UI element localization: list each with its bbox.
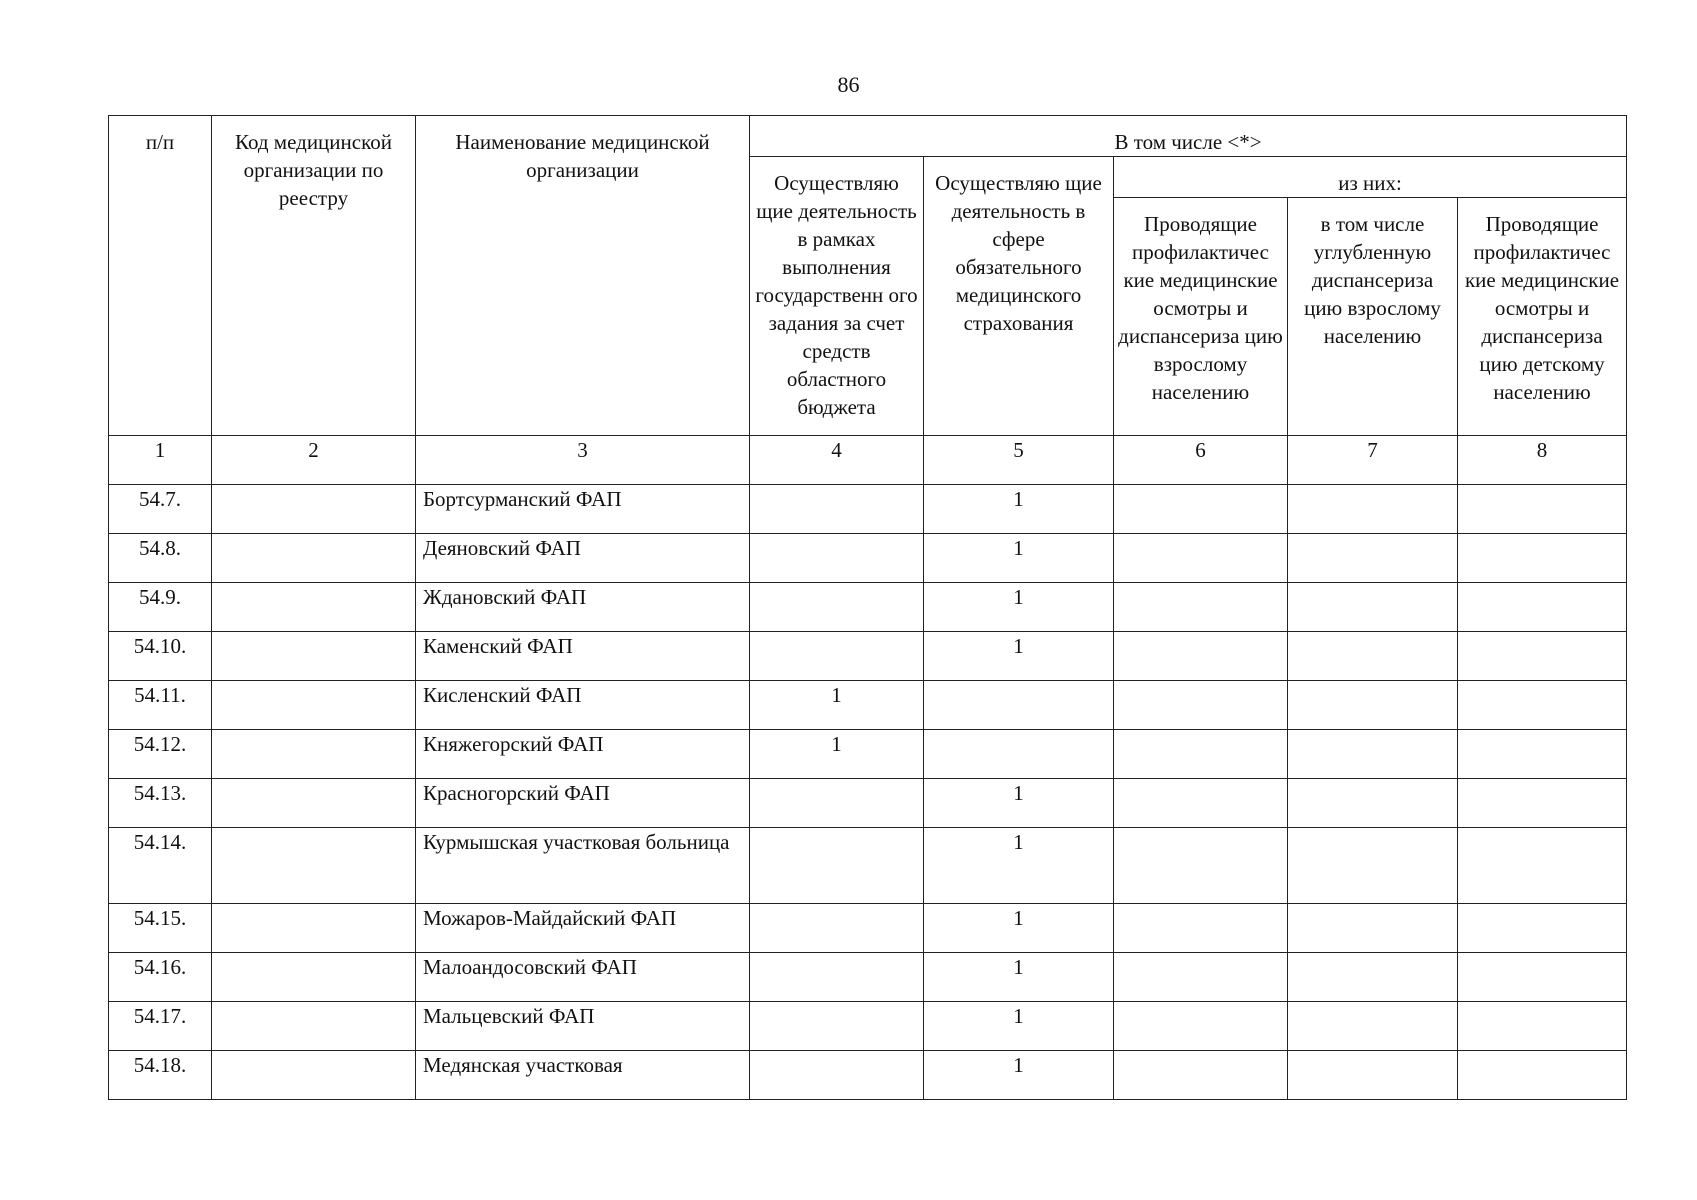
column-number: 7 [1288, 436, 1458, 485]
row-adult-prof [1114, 904, 1288, 953]
row-oms: 1 [924, 904, 1114, 953]
row-deep-disp [1288, 681, 1458, 730]
row-adult-prof [1114, 1051, 1288, 1100]
row-state-task [750, 534, 924, 583]
row-child-prof [1458, 779, 1627, 828]
table-row [109, 779, 1627, 828]
row-state-task [750, 632, 924, 681]
page-number: 86 [837, 72, 860, 97]
row-state-task: 1 [750, 730, 924, 779]
row-oms: 1 [924, 953, 1114, 1002]
column-number-row [109, 436, 1627, 485]
row-adult-prof [1114, 583, 1288, 632]
row-child-prof [1458, 534, 1627, 583]
row-deep-disp [1288, 1051, 1458, 1100]
row-adult-prof [1114, 534, 1288, 583]
row-org-name: Красногорский ФАП [416, 779, 750, 828]
row-code [212, 828, 416, 904]
row-child-prof [1458, 681, 1627, 730]
row-number: 54.9. [109, 583, 212, 632]
column-number: 8 [1458, 436, 1627, 485]
row-deep-disp [1288, 485, 1458, 534]
row-code [212, 1051, 416, 1100]
row-oms: 1 [924, 583, 1114, 632]
row-state-task [750, 779, 924, 828]
row-org-name: Курмышская участковая больница [416, 828, 750, 904]
row-child-prof [1458, 1002, 1627, 1051]
header-code: Код медицинской организации по реестру [212, 116, 416, 436]
table-row [109, 534, 1627, 583]
table-row [109, 953, 1627, 1002]
row-oms [924, 681, 1114, 730]
row-deep-disp [1288, 1002, 1458, 1051]
table-row [109, 1051, 1627, 1100]
table-row [109, 632, 1627, 681]
row-code [212, 681, 416, 730]
row-adult-prof [1114, 730, 1288, 779]
row-number: 54.15. [109, 904, 212, 953]
row-child-prof [1458, 904, 1627, 953]
table-body [109, 436, 1627, 1100]
table-header [109, 116, 1627, 436]
header-deep-disp: в том числе углубленную диспансериза цию взрослому населению [1288, 198, 1458, 436]
row-number: 54.10. [109, 632, 212, 681]
row-child-prof [1458, 1051, 1627, 1100]
column-number: 5 [924, 436, 1114, 485]
row-adult-prof [1114, 485, 1288, 534]
row-number: 54.17. [109, 1002, 212, 1051]
row-state-task [750, 485, 924, 534]
row-child-prof [1458, 632, 1627, 681]
row-org-name: Ждановский ФАП [416, 583, 750, 632]
row-number: 54.13. [109, 779, 212, 828]
row-adult-prof [1114, 681, 1288, 730]
header-group-including: В том числе <*> [750, 116, 1627, 157]
row-oms: 1 [924, 534, 1114, 583]
row-adult-prof [1114, 1002, 1288, 1051]
row-state-task [750, 1051, 924, 1100]
row-code [212, 730, 416, 779]
row-adult-prof [1114, 779, 1288, 828]
row-oms: 1 [924, 779, 1114, 828]
row-state-task [750, 904, 924, 953]
row-state-task [750, 583, 924, 632]
row-org-name: Малоандосовский ФАП [416, 953, 750, 1002]
row-code [212, 1002, 416, 1051]
row-org-name: Мальцевский ФАП [416, 1002, 750, 1051]
row-code [212, 583, 416, 632]
row-deep-disp [1288, 904, 1458, 953]
row-code [212, 779, 416, 828]
column-number: 2 [212, 436, 416, 485]
header-oms: Осуществляю щие деятельность в сфере обязательного медицинского страхования [924, 157, 1114, 436]
header-state-task: Осуществляю щие деятельность в рамках выполнения государственн ого задания за счет средств областного бюджета [750, 157, 924, 436]
table-row [109, 904, 1627, 953]
column-number: 1 [109, 436, 212, 485]
row-code [212, 953, 416, 1002]
row-number: 54.12. [109, 730, 212, 779]
row-state-task [750, 953, 924, 1002]
row-state-task [750, 1002, 924, 1051]
column-number: 4 [750, 436, 924, 485]
table-row [109, 485, 1627, 534]
row-state-task: 1 [750, 681, 924, 730]
row-adult-prof [1114, 953, 1288, 1002]
row-number: 54.16. [109, 953, 212, 1002]
row-org-name: Медянская участковая [416, 1051, 750, 1100]
header-pp: п/п [109, 116, 212, 436]
medical-organizations-table [108, 115, 1627, 1100]
table-row [109, 828, 1627, 904]
row-code [212, 632, 416, 681]
row-deep-disp [1288, 730, 1458, 779]
row-code [212, 534, 416, 583]
row-number: 54.11. [109, 681, 212, 730]
row-oms: 1 [924, 1002, 1114, 1051]
row-org-name: Деяновский ФАП [416, 534, 750, 583]
table-row [109, 1002, 1627, 1051]
row-child-prof [1458, 485, 1627, 534]
table-row [109, 681, 1627, 730]
row-deep-disp [1288, 828, 1458, 904]
row-number: 54.8. [109, 534, 212, 583]
row-child-prof [1458, 953, 1627, 1002]
row-oms: 1 [924, 485, 1114, 534]
row-oms: 1 [924, 632, 1114, 681]
header-name: Наименование медицинской организации [416, 116, 750, 436]
header-group-of-them: из них: [1114, 157, 1627, 198]
row-oms: 1 [924, 1051, 1114, 1100]
row-code [212, 485, 416, 534]
row-org-name: Княжегорский ФАП [416, 730, 750, 779]
row-deep-disp [1288, 779, 1458, 828]
row-state-task [750, 828, 924, 904]
row-deep-disp [1288, 534, 1458, 583]
row-adult-prof [1114, 828, 1288, 904]
row-deep-disp [1288, 632, 1458, 681]
row-org-name: Бортсурманский ФАП [416, 485, 750, 534]
row-org-name: Кисленский ФАП [416, 681, 750, 730]
row-child-prof [1458, 828, 1627, 904]
table-row [109, 730, 1627, 779]
row-number: 54.7. [109, 485, 212, 534]
row-child-prof [1458, 583, 1627, 632]
column-number: 6 [1114, 436, 1288, 485]
row-code [212, 904, 416, 953]
row-oms [924, 730, 1114, 779]
column-number: 3 [416, 436, 750, 485]
header-adult-prof: Проводящие профилактичес кие медицинские осмотры и диспансериза цию взрослому населению [1114, 198, 1288, 436]
row-adult-prof [1114, 632, 1288, 681]
row-org-name: Каменский ФАП [416, 632, 750, 681]
row-child-prof [1458, 730, 1627, 779]
row-deep-disp [1288, 953, 1458, 1002]
row-org-name: Можаров-Майдайский ФАП [416, 904, 750, 953]
row-number: 54.14. [109, 828, 212, 904]
table-row [109, 583, 1627, 632]
row-deep-disp [1288, 583, 1458, 632]
row-oms: 1 [924, 828, 1114, 904]
row-number: 54.18. [109, 1051, 212, 1100]
header-child-prof: Проводящие профилактичес кие медицинские осмотры и диспансериза цию детскому населению [1458, 198, 1627, 436]
